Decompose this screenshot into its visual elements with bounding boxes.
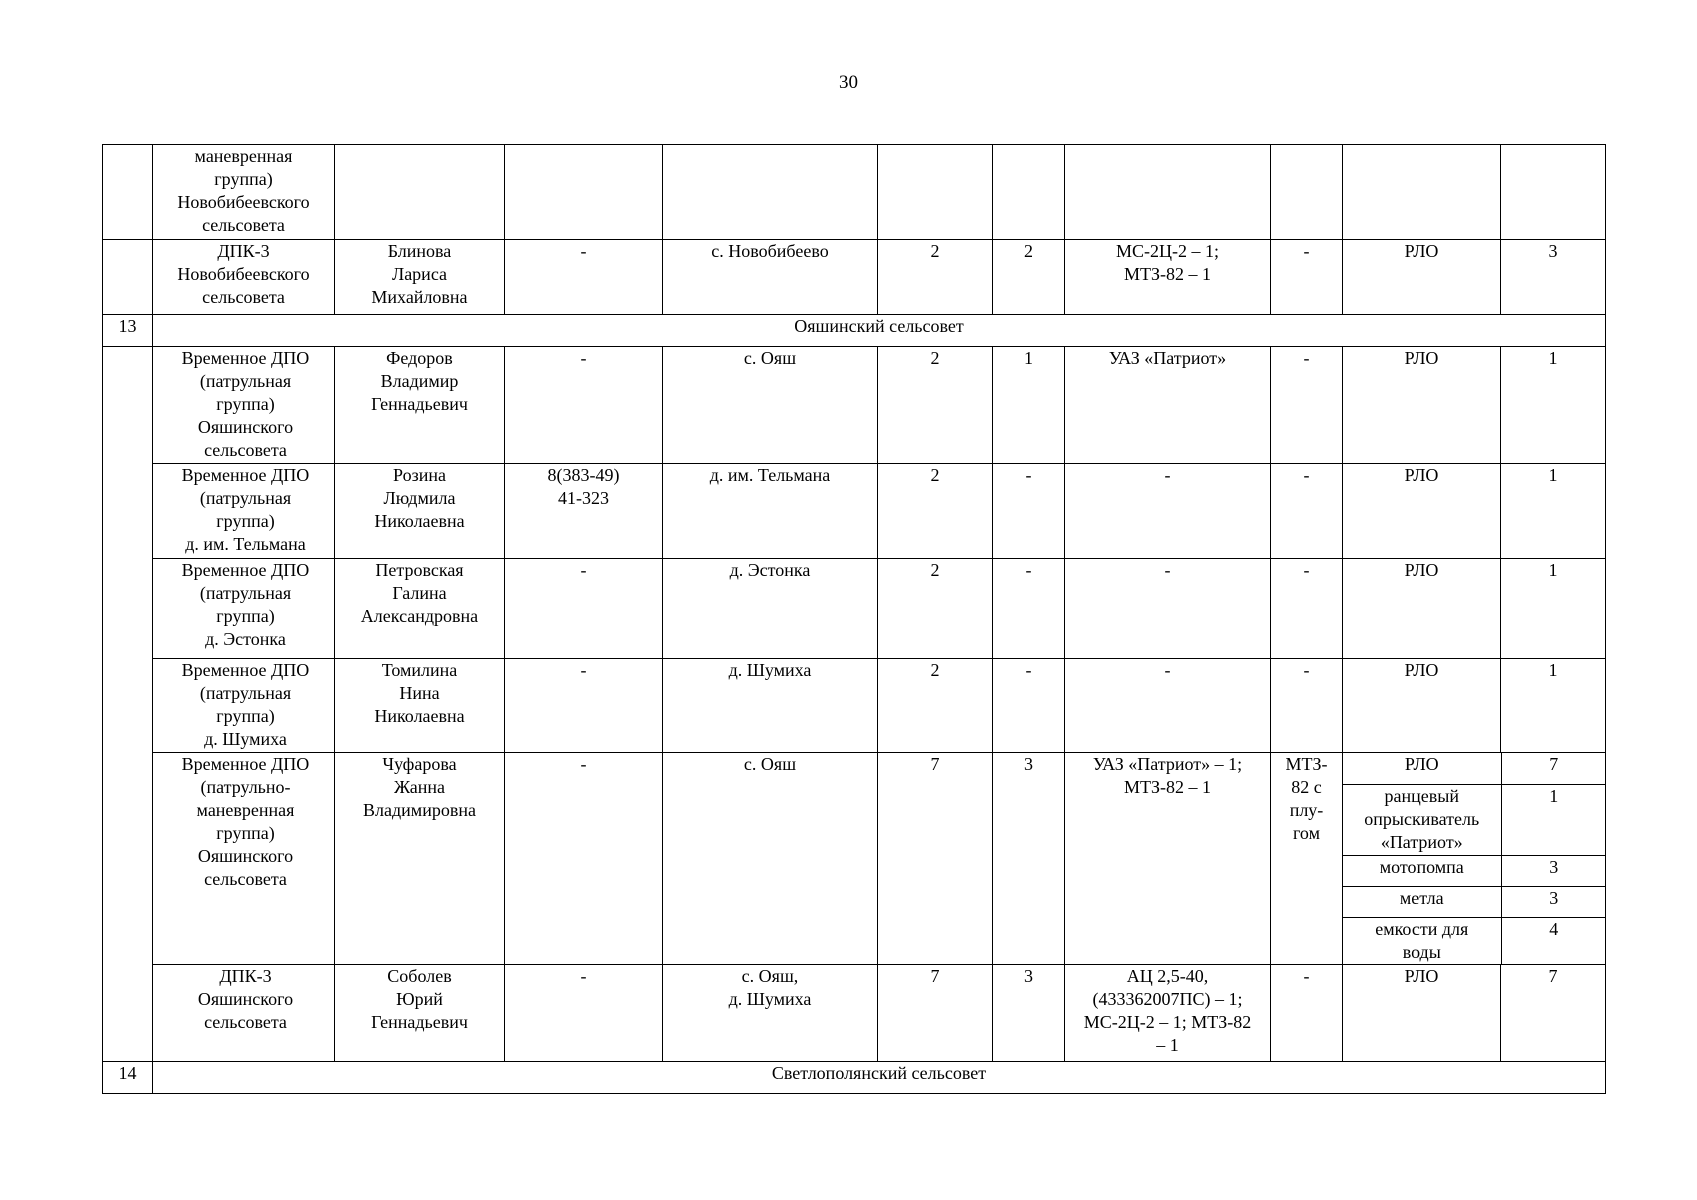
cell-people: 2 (878, 347, 993, 464)
cell-phone: - (505, 965, 663, 1062)
cell-plow: - (1271, 559, 1343, 659)
section-title: Светлополянский сельсовет (153, 1062, 1606, 1094)
cell-head: Томилина Нина Николаевна (335, 659, 505, 753)
cell-people: 7 (878, 753, 993, 965)
cell-people: 2 (878, 464, 993, 559)
cell-number (103, 347, 153, 1062)
cell-head: Чуфарова Жанна Владимировна (335, 753, 505, 965)
cell-people: 7 (878, 965, 993, 1062)
cell-unit-name: Временное ДПО (патрульная группа) Ояшинского сельсовета (153, 347, 335, 464)
cell-count: 3 (1501, 240, 1606, 315)
cell-locality: с. Ояш (663, 753, 878, 965)
cell-vehicles: - (1065, 659, 1271, 753)
cell-vehicles: - (1065, 464, 1271, 559)
cell-equipment: РЛО (1343, 347, 1501, 464)
cell-people: 2 (878, 240, 993, 315)
cell-locality: с. Ояш (663, 347, 878, 464)
equipment-subtable-cell (1343, 753, 1606, 965)
equipment-label: метла (1343, 886, 1501, 917)
cell-locality: с. Новобибеево (663, 240, 878, 315)
cell-units: - (993, 659, 1065, 753)
table-row (103, 559, 1606, 659)
cell-number (103, 145, 153, 240)
equipment-count: 7 (1501, 753, 1606, 784)
cell-count: 1 (1501, 659, 1606, 753)
table-row (103, 464, 1606, 559)
cell-equipment: РЛО (1343, 559, 1501, 659)
cell-equipment: РЛО (1343, 240, 1501, 315)
cell-phone: - (505, 753, 663, 965)
equipment-label: ранцевый опрыскиватель «Патриот» (1343, 784, 1501, 855)
equipment-count: 3 (1501, 886, 1606, 917)
cell-locality: с. Ояш, д. Шумиха (663, 965, 878, 1062)
table-row (103, 659, 1606, 753)
cell-vehicles: УАЗ «Патриот» (1065, 347, 1271, 464)
equipment-row (1343, 753, 1606, 784)
cell-head: Федоров Владимир Геннадьевич (335, 347, 505, 464)
cell-units: 3 (993, 753, 1065, 965)
cell-phone: - (505, 559, 663, 659)
cell-people: 2 (878, 659, 993, 753)
equipment-count: 1 (1501, 784, 1606, 855)
equipment-row (1343, 917, 1606, 964)
cell-unit-name: ДПК-3 Новобибеевского сельсовета (153, 240, 335, 315)
page-number: 30 (839, 72, 858, 93)
cell-count: 1 (1501, 347, 1606, 464)
cell-head: Соболев Юрий Геннадьевич (335, 965, 505, 1062)
cell-head: Петровская Галина Александровна (335, 559, 505, 659)
table-row (103, 965, 1606, 1062)
cell-plow: - (1271, 659, 1343, 753)
equipment-subtable (1343, 753, 1606, 964)
cell-locality: д. им. Тельмана (663, 464, 878, 559)
equipment-row (1343, 886, 1606, 917)
cell-phone: 8(383-49) 41-323 (505, 464, 663, 559)
equipment-count: 3 (1501, 855, 1606, 886)
cell-unit-name: ДПК-3 Ояшинского сельсовета (153, 965, 335, 1062)
cell-head: Розина Людмила Николаевна (335, 464, 505, 559)
section-title: Ояшинский сельсовет (153, 315, 1606, 347)
cell-plow: - (1271, 240, 1343, 315)
cell-phone: - (505, 659, 663, 753)
cell-units: - (993, 464, 1065, 559)
cell-number (103, 240, 153, 315)
cell-unit-name: Временное ДПО (патрульная группа) д. Эстонка (153, 559, 335, 659)
cell-unit-name: Временное ДПО (патрульно- маневренная группа) Ояшинского сельсовета (153, 753, 335, 965)
cell-unit-name: маневренная группа) Новобибеевского сельсовета (153, 145, 335, 240)
cell-head: Блинова Лариса Михайловна (335, 240, 505, 315)
table-row (103, 753, 1606, 965)
equipment-label: РЛО (1343, 753, 1501, 784)
cell-vehicles: - (1065, 559, 1271, 659)
cell-units: 2 (993, 240, 1065, 315)
section-row (103, 315, 1606, 347)
section-number: 13 (103, 315, 153, 347)
cell-locality: д. Шумиха (663, 659, 878, 753)
cell-plow: - (1271, 347, 1343, 464)
table-row (103, 145, 1606, 240)
section-number: 14 (103, 1062, 153, 1094)
cell-locality: д. Эстонка (663, 559, 878, 659)
cell-vehicles: АЦ 2,5-40, (433362007ПС) – 1; МС-2Ц-2 – 1; МТЗ-82 – 1 (1065, 965, 1271, 1062)
cell-count: 1 (1501, 559, 1606, 659)
cell-unit-name: Временное ДПО (патрульная группа) д. Шумиха (153, 659, 335, 753)
equipment-count: 4 (1549, 918, 1559, 939)
cell-phone: - (505, 347, 663, 464)
cell-phone: - (505, 240, 663, 315)
cell-units: 1 (993, 347, 1065, 464)
table-row (103, 240, 1606, 315)
cell-equipment: РЛО (1343, 659, 1501, 753)
section-row (103, 1062, 1606, 1094)
cell-units: - (993, 559, 1065, 659)
cell-plow: МТЗ- 82 с плу- гом (1271, 753, 1343, 965)
cell-plow: - (1271, 965, 1343, 1062)
cell-count: 1 (1501, 464, 1606, 559)
cell-people: 2 (878, 559, 993, 659)
equipment-label: емкости для воды (1343, 917, 1501, 964)
units-table (102, 144, 1606, 1094)
cell-vehicles: УАЗ «Патриот» – 1; МТЗ-82 – 1 (1065, 753, 1271, 965)
equipment-row (1343, 784, 1606, 855)
cell-equipment: РЛО (1343, 464, 1501, 559)
cell-plow: - (1271, 464, 1343, 559)
equipment-label: мотопомпа (1343, 855, 1501, 886)
cell-equipment: РЛО (1343, 965, 1501, 1062)
cell-count: 7 (1501, 965, 1606, 1062)
cell-vehicles: МС-2Ц-2 – 1; МТЗ-82 – 1 (1065, 240, 1271, 315)
cell-unit-name: Временное ДПО (патрульная группа) д. им. Тельмана (153, 464, 335, 559)
cell-units: 3 (993, 965, 1065, 1062)
table-row (103, 347, 1606, 464)
equipment-row (1343, 855, 1606, 886)
